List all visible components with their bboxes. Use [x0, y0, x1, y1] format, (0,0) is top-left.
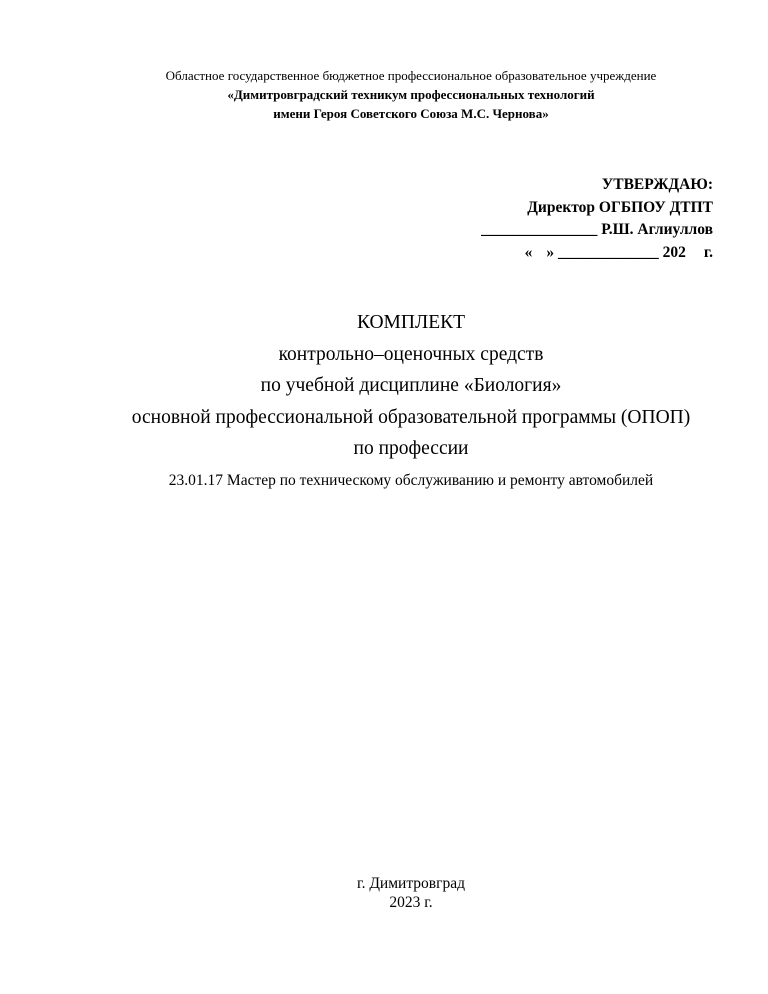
program-line: основной профессиональной образовательной программы (ОПОП): [131, 406, 691, 428]
date-blank: _____________ 202: [557, 243, 686, 261]
institution-header: [0, 66, 768, 123]
discipline-line: по учебной дисциплине «Биология»: [260, 375, 562, 396]
footer-year: 2023 г.: [389, 894, 433, 911]
document-footer: [0, 874, 768, 912]
approval-date-line: [481, 242, 713, 265]
profession-label: по профессии: [353, 438, 469, 459]
document-title-block: [0, 307, 768, 493]
approval-title: УТВЕРЖДАЮ:: [601, 176, 713, 193]
date-open-quote: «: [524, 243, 533, 261]
institution-name-line2: имени Героя Советского Союза М.С. Чернова»: [273, 106, 549, 121]
institution-name-line1: «Димитровградский техникум профессиональных технологий: [227, 87, 595, 102]
document-subtitle: контрольно–оценочных средств: [278, 343, 544, 365]
approval-signature-line: _______________ Р.Ш. Аглиуллов: [481, 221, 713, 238]
approval-position: Директор ОГБПОУ ДТПТ: [527, 198, 713, 216]
date-year-suffix: г.: [703, 243, 713, 261]
date-close-quote: »: [546, 243, 555, 261]
institution-type: Областное государственное бюджетное профессиональное образовательное учреждение: [165, 68, 657, 83]
approval-block: [481, 174, 713, 264]
document-title: КОМПЛЕКТ: [356, 312, 466, 333]
footer-city: г. Димитровград: [357, 875, 465, 892]
profession-name: 23.01.17 Мастер по техническому обслуживанию и ремонту автомобилей: [168, 471, 654, 489]
